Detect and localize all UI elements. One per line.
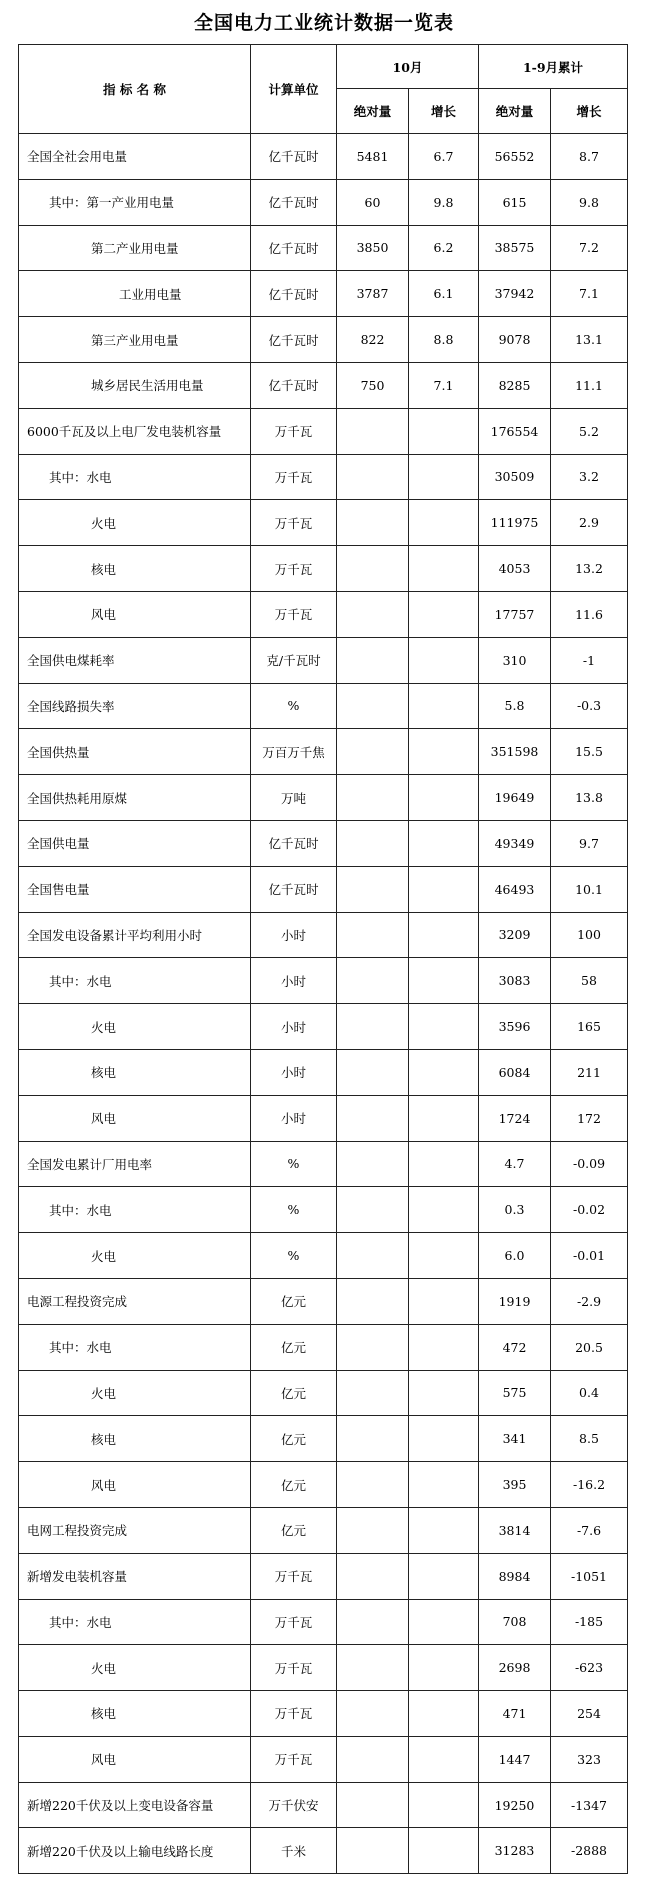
table-row bbox=[19, 500, 628, 546]
unit-cell: 万千瓦 bbox=[251, 1553, 337, 1599]
header-month-absolute: 绝对量 bbox=[337, 89, 409, 134]
month-absolute-cell bbox=[337, 1553, 409, 1599]
table-row bbox=[19, 591, 628, 637]
table-row bbox=[19, 775, 628, 821]
unit-cell: 万百万千焦 bbox=[251, 729, 337, 775]
table-row bbox=[19, 912, 628, 958]
table-row bbox=[19, 134, 628, 180]
cumulative-growth-cell: 100 bbox=[551, 912, 628, 958]
indicator-name-cell: 全国发电累计厂用电率 bbox=[19, 1141, 251, 1187]
cumulative-absolute-cell: 3083 bbox=[479, 958, 551, 1004]
cumulative-absolute-cell: 472 bbox=[479, 1324, 551, 1370]
month-absolute-cell bbox=[337, 1324, 409, 1370]
indicator-name-cell: 全国供电煤耗率 bbox=[19, 637, 251, 683]
unit-cell: 万千瓦 bbox=[251, 546, 337, 592]
month-absolute-cell bbox=[337, 1095, 409, 1141]
table-row bbox=[19, 637, 628, 683]
cumulative-absolute-cell: 1919 bbox=[479, 1278, 551, 1324]
indicator-name-cell: 第三产业用电量 bbox=[19, 317, 251, 363]
table-row bbox=[19, 1416, 628, 1462]
unit-cell: 亿千瓦时 bbox=[251, 179, 337, 225]
table-row bbox=[19, 1691, 628, 1737]
cumulative-growth-cell: 9.7 bbox=[551, 820, 628, 866]
month-absolute-cell bbox=[337, 1233, 409, 1279]
month-absolute-cell: 750 bbox=[337, 362, 409, 408]
cumulative-growth-cell: -0.09 bbox=[551, 1141, 628, 1187]
indicator-name-cell: 其中：水电 bbox=[19, 1324, 251, 1370]
indicator-name-cell: 风电 bbox=[19, 1095, 251, 1141]
month-absolute-cell: 822 bbox=[337, 317, 409, 363]
cumulative-absolute-cell: 19250 bbox=[479, 1782, 551, 1828]
cumulative-absolute-cell: 3209 bbox=[479, 912, 551, 958]
indicator-name-cell: 核电 bbox=[19, 1049, 251, 1095]
cumulative-growth-cell: 0.4 bbox=[551, 1370, 628, 1416]
indicator-name-cell: 其中：水电 bbox=[19, 958, 251, 1004]
cumulative-absolute-cell: 56552 bbox=[479, 134, 551, 180]
table-row bbox=[19, 1782, 628, 1828]
unit-cell: 亿元 bbox=[251, 1507, 337, 1553]
month-growth-cell: 6.7 bbox=[409, 134, 479, 180]
unit-cell: % bbox=[251, 1187, 337, 1233]
table-row bbox=[19, 1004, 628, 1050]
month-absolute-cell bbox=[337, 1278, 409, 1324]
cumulative-absolute-cell: 1724 bbox=[479, 1095, 551, 1141]
indicator-name-cell: 全国线路损失率 bbox=[19, 683, 251, 729]
month-growth-cell bbox=[409, 591, 479, 637]
indicator-name-cell: 火电 bbox=[19, 1233, 251, 1279]
month-absolute-cell bbox=[337, 1736, 409, 1782]
cumulative-growth-cell: 323 bbox=[551, 1736, 628, 1782]
cumulative-growth-cell: -1051 bbox=[551, 1553, 628, 1599]
cumulative-growth-cell: 7.2 bbox=[551, 225, 628, 271]
table-row bbox=[19, 1095, 628, 1141]
cumulative-growth-cell: -0.02 bbox=[551, 1187, 628, 1233]
unit-cell: 小时 bbox=[251, 1095, 337, 1141]
month-absolute-cell bbox=[337, 1645, 409, 1691]
unit-cell: 亿元 bbox=[251, 1278, 337, 1324]
cumulative-absolute-cell: 395 bbox=[479, 1462, 551, 1508]
cumulative-growth-cell: -0.3 bbox=[551, 683, 628, 729]
statistics-table bbox=[18, 44, 628, 1874]
cumulative-growth-cell: 13.1 bbox=[551, 317, 628, 363]
indicator-name-cell: 其中：水电 bbox=[19, 1187, 251, 1233]
month-growth-cell bbox=[409, 958, 479, 1004]
month-absolute-cell bbox=[337, 1049, 409, 1095]
cumulative-absolute-cell: 49349 bbox=[479, 820, 551, 866]
indicator-name-cell: 其中：水电 bbox=[19, 1599, 251, 1645]
unit-cell: 亿元 bbox=[251, 1324, 337, 1370]
month-growth-cell bbox=[409, 546, 479, 592]
unit-cell: 万千瓦 bbox=[251, 1599, 337, 1645]
month-growth-cell bbox=[409, 1370, 479, 1416]
cumulative-growth-cell: 7.1 bbox=[551, 271, 628, 317]
month-growth-cell: 6.1 bbox=[409, 271, 479, 317]
indicator-name-cell: 火电 bbox=[19, 1370, 251, 1416]
cumulative-absolute-cell: 19649 bbox=[479, 775, 551, 821]
cumulative-absolute-cell: 4053 bbox=[479, 546, 551, 592]
unit-cell: 万千瓦 bbox=[251, 1691, 337, 1737]
table-row bbox=[19, 225, 628, 271]
cumulative-growth-cell: -16.2 bbox=[551, 1462, 628, 1508]
cumulative-absolute-cell: 17757 bbox=[479, 591, 551, 637]
month-growth-cell bbox=[409, 1782, 479, 1828]
month-growth-cell bbox=[409, 866, 479, 912]
cumulative-growth-cell: 8.5 bbox=[551, 1416, 628, 1462]
month-growth-cell bbox=[409, 683, 479, 729]
unit-cell: 亿千瓦时 bbox=[251, 820, 337, 866]
cumulative-absolute-cell: 4.7 bbox=[479, 1141, 551, 1187]
cumulative-absolute-cell: 575 bbox=[479, 1370, 551, 1416]
indicator-name-cell: 全国售电量 bbox=[19, 866, 251, 912]
cumulative-absolute-cell: 708 bbox=[479, 1599, 551, 1645]
cumulative-growth-cell: 9.8 bbox=[551, 179, 628, 225]
cumulative-absolute-cell: 9078 bbox=[479, 317, 551, 363]
indicator-name-cell: 全国供热耗用原煤 bbox=[19, 775, 251, 821]
month-growth-cell bbox=[409, 1736, 479, 1782]
month-absolute-cell bbox=[337, 729, 409, 775]
cumulative-absolute-cell: 176554 bbox=[479, 408, 551, 454]
month-growth-cell bbox=[409, 912, 479, 958]
cumulative-growth-cell: 8.7 bbox=[551, 134, 628, 180]
indicator-name-cell: 核电 bbox=[19, 1691, 251, 1737]
month-absolute-cell: 60 bbox=[337, 179, 409, 225]
month-growth-cell bbox=[409, 637, 479, 683]
table-row bbox=[19, 1736, 628, 1782]
table-row bbox=[19, 454, 628, 500]
month-growth-cell bbox=[409, 1645, 479, 1691]
indicator-name-cell: 风电 bbox=[19, 1462, 251, 1508]
cumulative-growth-cell: 11.6 bbox=[551, 591, 628, 637]
cumulative-growth-cell: -1347 bbox=[551, 1782, 628, 1828]
cumulative-growth-cell: 10.1 bbox=[551, 866, 628, 912]
cumulative-absolute-cell: 8285 bbox=[479, 362, 551, 408]
cumulative-growth-cell: 211 bbox=[551, 1049, 628, 1095]
month-absolute-cell bbox=[337, 866, 409, 912]
month-absolute-cell bbox=[337, 500, 409, 546]
indicator-name-cell: 城乡居民生活用电量 bbox=[19, 362, 251, 408]
table-row bbox=[19, 317, 628, 363]
indicator-name-cell: 风电 bbox=[19, 1736, 251, 1782]
month-absolute-cell bbox=[337, 1416, 409, 1462]
unit-cell: 亿千瓦时 bbox=[251, 271, 337, 317]
table-row bbox=[19, 1645, 628, 1691]
month-absolute-cell bbox=[337, 1141, 409, 1187]
month-absolute-cell: 3787 bbox=[337, 271, 409, 317]
header-cumulative: 1-9月累计 bbox=[479, 45, 628, 89]
month-growth-cell bbox=[409, 1141, 479, 1187]
indicator-name-cell: 电网工程投资完成 bbox=[19, 1507, 251, 1553]
cumulative-growth-cell: 15.5 bbox=[551, 729, 628, 775]
month-absolute-cell: 3850 bbox=[337, 225, 409, 271]
unit-cell: 小时 bbox=[251, 1004, 337, 1050]
month-growth-cell bbox=[409, 1828, 479, 1874]
month-absolute-cell bbox=[337, 454, 409, 500]
indicator-name-cell: 电源工程投资完成 bbox=[19, 1278, 251, 1324]
cumulative-absolute-cell: 46493 bbox=[479, 866, 551, 912]
table-row bbox=[19, 1233, 628, 1279]
cumulative-growth-cell: 58 bbox=[551, 958, 628, 1004]
cumulative-absolute-cell: 111975 bbox=[479, 500, 551, 546]
unit-cell: 亿千瓦时 bbox=[251, 866, 337, 912]
table-row bbox=[19, 1599, 628, 1645]
cumulative-absolute-cell: 31283 bbox=[479, 1828, 551, 1874]
cumulative-growth-cell: 172 bbox=[551, 1095, 628, 1141]
month-absolute-cell bbox=[337, 820, 409, 866]
unit-cell: 小时 bbox=[251, 1049, 337, 1095]
table-row bbox=[19, 1462, 628, 1508]
unit-cell: 亿元 bbox=[251, 1416, 337, 1462]
cumulative-growth-cell: 165 bbox=[551, 1004, 628, 1050]
indicator-name-cell: 工业用电量 bbox=[19, 271, 251, 317]
table-row bbox=[19, 546, 628, 592]
table-row bbox=[19, 1278, 628, 1324]
month-growth-cell bbox=[409, 1599, 479, 1645]
month-growth-cell: 9.8 bbox=[409, 179, 479, 225]
cumulative-absolute-cell: 6.0 bbox=[479, 1233, 551, 1279]
month-growth-cell bbox=[409, 775, 479, 821]
cumulative-growth-cell: -1 bbox=[551, 637, 628, 683]
month-absolute-cell bbox=[337, 1828, 409, 1874]
cumulative-absolute-cell: 341 bbox=[479, 1416, 551, 1462]
indicator-name-cell: 新增发电装机容量 bbox=[19, 1553, 251, 1599]
indicator-name-cell: 其中：第一产业用电量 bbox=[19, 179, 251, 225]
cumulative-growth-cell: -2888 bbox=[551, 1828, 628, 1874]
unit-cell: 小时 bbox=[251, 912, 337, 958]
unit-cell: 万千瓦 bbox=[251, 454, 337, 500]
unit-cell: 万千瓦 bbox=[251, 591, 337, 637]
table-header bbox=[19, 45, 628, 134]
table-row bbox=[19, 1141, 628, 1187]
indicator-name-cell: 全国供热量 bbox=[19, 729, 251, 775]
table-row bbox=[19, 1049, 628, 1095]
indicator-name-cell: 核电 bbox=[19, 1416, 251, 1462]
cumulative-absolute-cell: 3596 bbox=[479, 1004, 551, 1050]
indicator-name-cell: 其中：水电 bbox=[19, 454, 251, 500]
table-row bbox=[19, 729, 628, 775]
month-growth-cell bbox=[409, 1004, 479, 1050]
month-growth-cell bbox=[409, 1233, 479, 1279]
cumulative-absolute-cell: 615 bbox=[479, 179, 551, 225]
month-growth-cell bbox=[409, 1691, 479, 1737]
cumulative-growth-cell: -185 bbox=[551, 1599, 628, 1645]
month-absolute-cell bbox=[337, 912, 409, 958]
unit-cell: % bbox=[251, 1141, 337, 1187]
unit-cell: 小时 bbox=[251, 958, 337, 1004]
month-growth-cell: 7.1 bbox=[409, 362, 479, 408]
month-absolute-cell bbox=[337, 546, 409, 592]
unit-cell: 万吨 bbox=[251, 775, 337, 821]
cumulative-growth-cell: -0.01 bbox=[551, 1233, 628, 1279]
header-month-growth: 增长 bbox=[409, 89, 479, 134]
month-growth-cell bbox=[409, 1553, 479, 1599]
month-absolute-cell bbox=[337, 1370, 409, 1416]
month-absolute-cell bbox=[337, 775, 409, 821]
month-growth-cell bbox=[409, 408, 479, 454]
table-row bbox=[19, 362, 628, 408]
table-row bbox=[19, 1370, 628, 1416]
cumulative-growth-cell: 2.9 bbox=[551, 500, 628, 546]
month-absolute-cell bbox=[337, 1462, 409, 1508]
unit-cell: 亿元 bbox=[251, 1462, 337, 1508]
header-month: 10月 bbox=[337, 45, 479, 89]
indicator-name-cell: 新增220千伏及以上变电设备容量 bbox=[19, 1782, 251, 1828]
unit-cell: 万千瓦 bbox=[251, 1736, 337, 1782]
unit-cell: 亿千瓦时 bbox=[251, 134, 337, 180]
cumulative-growth-cell: 13.2 bbox=[551, 546, 628, 592]
cumulative-growth-cell: 20.5 bbox=[551, 1324, 628, 1370]
table-row bbox=[19, 1507, 628, 1553]
unit-cell: 万千瓦 bbox=[251, 408, 337, 454]
cumulative-absolute-cell: 3814 bbox=[479, 1507, 551, 1553]
indicator-name-cell: 火电 bbox=[19, 500, 251, 546]
month-growth-cell bbox=[409, 454, 479, 500]
cumulative-absolute-cell: 1447 bbox=[479, 1736, 551, 1782]
month-growth-cell bbox=[409, 1324, 479, 1370]
indicator-name-cell: 火电 bbox=[19, 1004, 251, 1050]
month-growth-cell bbox=[409, 1462, 479, 1508]
month-absolute-cell bbox=[337, 408, 409, 454]
month-absolute-cell bbox=[337, 683, 409, 729]
month-growth-cell bbox=[409, 1095, 479, 1141]
unit-cell: 亿千瓦时 bbox=[251, 317, 337, 363]
table-row bbox=[19, 179, 628, 225]
cumulative-absolute-cell: 37942 bbox=[479, 271, 551, 317]
month-growth-cell bbox=[409, 820, 479, 866]
table-row bbox=[19, 958, 628, 1004]
header-cumulative-absolute: 绝对量 bbox=[479, 89, 551, 134]
table-row bbox=[19, 408, 628, 454]
month-absolute-cell bbox=[337, 1599, 409, 1645]
unit-cell: 克/千瓦时 bbox=[251, 637, 337, 683]
header-indicator: 指 标 名 称 bbox=[19, 45, 251, 134]
month-growth-cell: 6.2 bbox=[409, 225, 479, 271]
month-growth-cell bbox=[409, 1187, 479, 1233]
indicator-name-cell: 核电 bbox=[19, 546, 251, 592]
cumulative-growth-cell: 13.8 bbox=[551, 775, 628, 821]
table-row bbox=[19, 1553, 628, 1599]
cumulative-growth-cell: 5.2 bbox=[551, 408, 628, 454]
unit-cell: 万千瓦 bbox=[251, 500, 337, 546]
month-absolute-cell bbox=[337, 637, 409, 683]
month-absolute-cell bbox=[337, 1691, 409, 1737]
month-growth-cell bbox=[409, 729, 479, 775]
table-row bbox=[19, 1187, 628, 1233]
table-row bbox=[19, 1828, 628, 1874]
header-unit: 计算单位 bbox=[251, 45, 337, 134]
indicator-name-cell: 全国供电量 bbox=[19, 820, 251, 866]
cumulative-absolute-cell: 471 bbox=[479, 1691, 551, 1737]
cumulative-absolute-cell: 30509 bbox=[479, 454, 551, 500]
month-absolute-cell bbox=[337, 591, 409, 637]
cumulative-absolute-cell: 5.8 bbox=[479, 683, 551, 729]
cumulative-absolute-cell: 351598 bbox=[479, 729, 551, 775]
cumulative-absolute-cell: 0.3 bbox=[479, 1187, 551, 1233]
month-absolute-cell bbox=[337, 1187, 409, 1233]
month-growth-cell bbox=[409, 1507, 479, 1553]
indicator-name-cell: 风电 bbox=[19, 591, 251, 637]
header-cumulative-growth: 增长 bbox=[551, 89, 628, 134]
unit-cell: % bbox=[251, 683, 337, 729]
month-absolute-cell bbox=[337, 1004, 409, 1050]
month-absolute-cell bbox=[337, 1507, 409, 1553]
unit-cell: 亿元 bbox=[251, 1370, 337, 1416]
cumulative-growth-cell: -2.9 bbox=[551, 1278, 628, 1324]
cumulative-growth-cell: -623 bbox=[551, 1645, 628, 1691]
month-absolute-cell: 5481 bbox=[337, 134, 409, 180]
month-growth-cell bbox=[409, 1416, 479, 1462]
cumulative-growth-cell: 254 bbox=[551, 1691, 628, 1737]
table-row bbox=[19, 683, 628, 729]
cumulative-growth-cell: 3.2 bbox=[551, 454, 628, 500]
cumulative-absolute-cell: 2698 bbox=[479, 1645, 551, 1691]
cumulative-growth-cell: -7.6 bbox=[551, 1507, 628, 1553]
unit-cell: 万千瓦 bbox=[251, 1645, 337, 1691]
table-row bbox=[19, 1324, 628, 1370]
table-row bbox=[19, 820, 628, 866]
month-growth-cell bbox=[409, 1049, 479, 1095]
table-row bbox=[19, 866, 628, 912]
month-growth-cell: 8.8 bbox=[409, 317, 479, 363]
table-row bbox=[19, 271, 628, 317]
unit-cell: 亿千瓦时 bbox=[251, 225, 337, 271]
unit-cell: 亿千瓦时 bbox=[251, 362, 337, 408]
cumulative-absolute-cell: 6084 bbox=[479, 1049, 551, 1095]
table-title: 全国电力工业统计数据一览表 bbox=[193, 12, 454, 34]
month-growth-cell bbox=[409, 1278, 479, 1324]
indicator-name-cell: 火电 bbox=[19, 1645, 251, 1691]
indicator-name-cell: 全国全社会用电量 bbox=[19, 134, 251, 180]
month-absolute-cell bbox=[337, 958, 409, 1004]
cumulative-absolute-cell: 38575 bbox=[479, 225, 551, 271]
cumulative-absolute-cell: 8984 bbox=[479, 1553, 551, 1599]
month-growth-cell bbox=[409, 500, 479, 546]
table-body bbox=[19, 134, 628, 1874]
unit-cell: 千米 bbox=[251, 1828, 337, 1874]
indicator-name-cell: 全国发电设备累计平均利用小时 bbox=[19, 912, 251, 958]
unit-cell: 万千伏安 bbox=[251, 1782, 337, 1828]
month-absolute-cell bbox=[337, 1782, 409, 1828]
indicator-name-cell: 第二产业用电量 bbox=[19, 225, 251, 271]
unit-cell: % bbox=[251, 1233, 337, 1279]
indicator-name-cell: 6000千瓦及以上电厂发电装机容量 bbox=[19, 408, 251, 454]
cumulative-growth-cell: 11.1 bbox=[551, 362, 628, 408]
cumulative-absolute-cell: 310 bbox=[479, 637, 551, 683]
indicator-name-cell: 新增220千伏及以上输电线路长度 bbox=[19, 1828, 251, 1874]
